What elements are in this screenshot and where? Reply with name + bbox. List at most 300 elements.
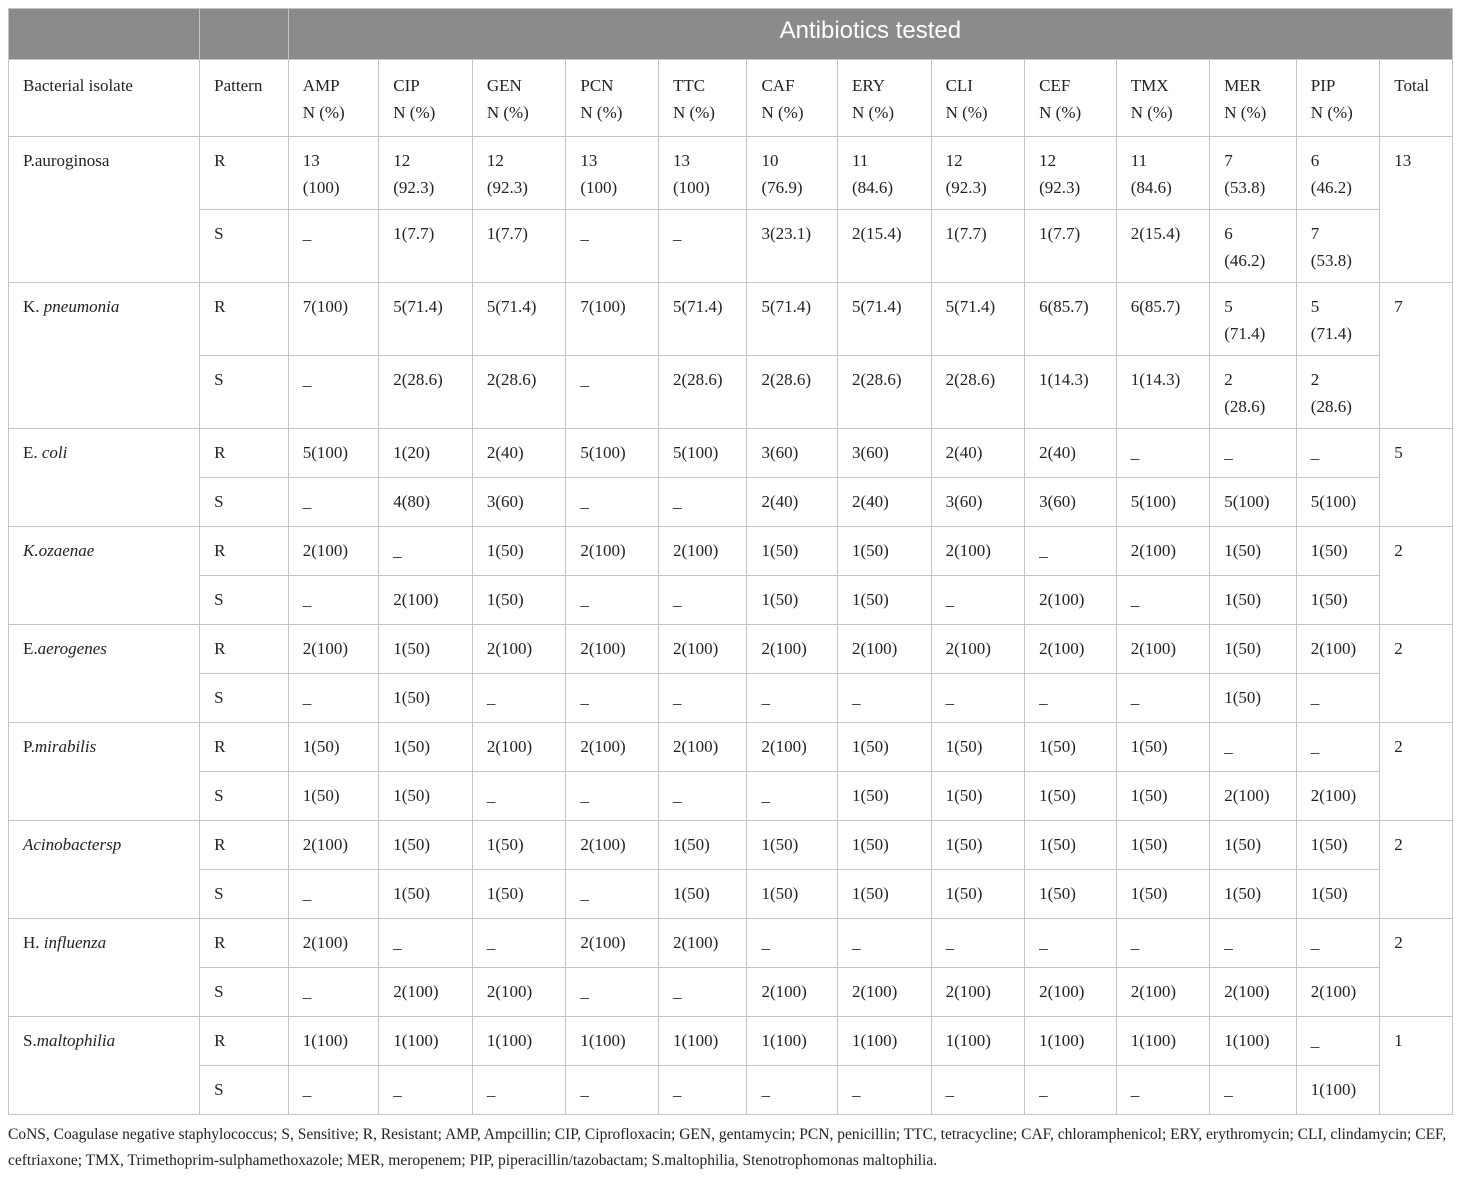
value-cell-cip [379,478,473,527]
value-cell-cef [1025,625,1117,674]
value-cell-cip [379,821,473,870]
value-cell-pcn [566,576,659,625]
value-cell-pcn [566,968,659,1017]
value-cell-tmx [1116,576,1210,625]
value-text: 1(50) [1224,884,1262,903]
value-cell-cip [379,723,473,772]
header-band [9,9,1453,60]
isolate-name-cell [9,919,200,1017]
value-cell-cef [1025,870,1117,919]
value-cell-gen [472,137,566,210]
value-text: _ [302,370,312,389]
value-text: 11 (84.6) [1130,151,1172,197]
value-cell-amp [288,821,379,870]
value-text: 1(50) [1224,541,1262,560]
value-text: 1(50) [945,786,983,805]
value-cell-pcn [566,870,659,919]
value-text: 12 (92.3) [1039,151,1081,197]
value-text: 7(100) [580,297,626,316]
value-text: _ [945,688,955,707]
value-cell-ery [838,576,932,625]
column-header-cip [379,60,473,137]
value-cell-caf [747,1017,838,1066]
value-text: 1(50) [761,835,799,854]
antibiotic-code: TTC [672,76,706,95]
value-text: _ [1039,1080,1048,1099]
isolate-name-part: H. [23,933,44,952]
value-cell-gen [472,210,566,283]
value-text: _ [672,1080,682,1099]
value-text: _ [852,933,861,952]
value-cell-cip [379,674,473,723]
value-cell-tmx [1116,625,1210,674]
value-cell-pcn [566,674,659,723]
value-cell-gen [472,576,566,625]
value-cell-cip [379,429,473,478]
value-cell-caf [747,283,838,356]
value-text: 5(71.4) [672,297,723,316]
column-header-tmx [1116,60,1210,137]
value-cell-gen [472,527,566,576]
value-text: 2(15.4) [852,224,902,243]
value-text: 1(50) [1310,884,1348,903]
value-cell-mer [1210,429,1297,478]
isolate-name-cell [9,429,200,527]
value-cell-cli [931,137,1025,210]
value-text: 2(40) [945,443,983,462]
value-cell-mer [1210,137,1297,210]
antibiotic-code: CAF [761,76,795,95]
value-cell-pcn [566,723,659,772]
table-body [9,137,1453,1115]
value-text: _ [672,982,682,1001]
value-cell-pcn [566,1017,659,1066]
value-cell-mer [1210,527,1297,576]
value-cell-cli [931,576,1025,625]
value-cell-pcn [566,429,659,478]
value-cell-ery [838,478,932,527]
table-row [9,919,1453,968]
value-cell-mer [1210,1066,1297,1115]
value-text: 1(100) [580,1031,626,1050]
value-cell-tmx [1116,356,1210,429]
isolate-name-part: pneumonia [43,297,120,316]
value-text: _ [580,688,589,707]
value-cell-cef [1025,1066,1117,1115]
value-cell-pcn [566,821,659,870]
value-cell-pip [1296,429,1380,478]
pattern-cell: R [200,723,289,772]
isolate-name-part: P. [23,737,35,756]
value-cell-cip [379,968,473,1017]
value-cell-cip [379,356,473,429]
value-cell-caf [747,137,838,210]
value-cell-pip [1296,527,1380,576]
value-text: 1(100) [302,1031,349,1050]
antibiotic-code: MER [1224,76,1262,95]
value-cell-mer [1210,1017,1297,1066]
value-cell-caf [747,429,838,478]
value-text: _ [1039,933,1048,952]
value-cell-tmx [1116,919,1210,968]
value-text: 1(50) [852,541,889,560]
value-text: 10 (76.9) [761,151,803,197]
value-cell-caf [747,576,838,625]
value-cell-amp [288,356,379,429]
value-text: 1(20) [393,443,431,462]
value-text: 1(50) [1224,590,1262,609]
value-text: 2(100) [486,982,533,1001]
value-cell-cip [379,527,473,576]
value-text: 2(100) [486,639,533,658]
total-cell: 2 [1380,723,1453,821]
value-text: _ [761,1080,770,1099]
value-cell-cef [1025,478,1117,527]
value-text: 2(40) [852,492,889,511]
value-text: 1(50) [672,884,710,903]
pattern-cell: S [200,576,289,625]
value-text: 1(50) [1310,590,1348,609]
value-text: 1(100) [1039,1031,1085,1050]
value-cell-cef [1025,821,1117,870]
value-cell-pip [1296,625,1380,674]
value-cell-ttc [658,356,747,429]
antibiotic-code: CEF [1039,76,1071,95]
value-cell-pcn [566,527,659,576]
value-cell-cip [379,919,473,968]
total-cell: 13 [1380,137,1453,283]
value-cell-cef [1025,772,1117,821]
value-text: _ [1039,688,1048,707]
column-header-caf [747,60,838,137]
header-band-blank [9,9,200,60]
value-cell-ery [838,968,932,1017]
value-text: _ [945,933,955,952]
value-text: _ [580,590,589,609]
value-text: _ [672,688,682,707]
value-cell-pcn [566,478,659,527]
value-text: 5(71.4) [945,297,996,316]
value-cell-pip [1296,772,1380,821]
value-text: 2(100) [852,639,898,658]
value-cell-gen [472,1017,566,1066]
value-cell-caf [747,210,838,283]
value-text: 12 (92.3) [945,151,987,197]
value-cell-tmx [1116,478,1210,527]
value-text: _ [1224,443,1233,462]
isolate-name-cell [9,527,200,625]
pattern-cell: R [200,625,289,674]
value-text: 1(50) [672,835,710,854]
value-cell-pip [1296,821,1380,870]
value-text: 2(28.6) [672,370,723,389]
value-text: 2(100) [672,737,719,756]
table-container [8,8,1453,1115]
column-header-cli [931,60,1025,137]
value-text: 2(100) [302,639,349,658]
value-text: 4(80) [393,492,431,511]
value-cell-mer [1210,283,1297,356]
value-cell-ery [838,821,932,870]
value-text: 2(100) [580,737,626,756]
value-text: 2(100) [672,541,719,560]
value-text: _ [945,1080,955,1099]
value-text: 3(60) [852,443,889,462]
value-cell-cli [931,527,1025,576]
value-text: _ [302,1080,312,1099]
value-text: 1(50) [1130,884,1168,903]
value-cell-tmx [1116,772,1210,821]
table-row [9,723,1453,772]
isolate-name-part: Acinobactersp [23,835,122,854]
pattern-cell: R [200,137,289,210]
value-text: 1(50) [1310,835,1348,854]
value-cell-cli [931,210,1025,283]
isolate-name-part: influenza [43,933,107,952]
value-cell-cef [1025,576,1117,625]
column-header-gen [472,60,566,137]
value-cell-cef [1025,356,1117,429]
column-header-row [9,60,1453,137]
value-text: 6 (46.2) [1224,224,1266,270]
value-text: 5(100) [580,443,626,462]
table-row [9,625,1453,674]
total-cell: 5 [1380,429,1453,527]
value-text: _ [302,982,312,1001]
antibiotic-code: PCN [580,76,614,95]
value-cell-cli [931,674,1025,723]
value-cell-ery [838,919,932,968]
value-text: 2(15.4) [1130,224,1181,243]
value-cell-amp [288,210,379,283]
value-cell-tmx [1116,210,1210,283]
value-text: 1(50) [1130,835,1168,854]
value-text: 7 (53.8) [1224,151,1266,197]
value-text: 1(100) [486,1031,533,1050]
table-row [9,429,1453,478]
value-cell-gen [472,968,566,1017]
value-cell-cip [379,870,473,919]
value-text: _ [486,786,496,805]
value-text: 6 (46.2) [1310,151,1352,197]
value-text: _ [1224,933,1233,952]
value-text: 1(100) [761,1031,807,1050]
value-text: 5(71.4) [761,297,812,316]
table-row [9,772,1453,821]
value-cell-amp [288,1017,379,1066]
table-row [9,527,1453,576]
value-cell-ttc [658,478,747,527]
value-text: 1(50) [393,786,431,805]
value-text: 5(71.4) [393,297,443,316]
value-text: 1(50) [1224,835,1262,854]
value-text: 1(50) [852,884,889,903]
value-cell-amp [288,527,379,576]
value-text: 2(100) [580,933,626,952]
value-text: 2(100) [1130,639,1177,658]
value-cell-ery [838,870,932,919]
value-text: _ [672,786,682,805]
antibiotic-unit: N (%) [852,103,895,122]
value-text: 2(100) [1039,982,1085,1001]
value-cell-ery [838,283,932,356]
isolate-name-cell [9,283,200,429]
pattern-cell: S [200,356,289,429]
value-text: 1(50) [945,884,983,903]
value-cell-cef [1025,210,1117,283]
value-text: 1(50) [1039,884,1076,903]
value-text: 5(100) [1224,492,1270,511]
value-text: 1(50) [1310,541,1348,560]
value-cell-gen [472,478,566,527]
value-cell-gen [472,1066,566,1115]
value-text: 1(50) [393,737,431,756]
antibiotic-code: GEN [486,76,522,95]
value-text: _ [852,688,861,707]
value-cell-caf [747,821,838,870]
value-text: 1(50) [1039,737,1076,756]
value-text: 3(60) [1039,492,1076,511]
value-text: 1(7.7) [486,224,528,243]
isolate-name-part: aerogenes [37,639,107,658]
value-cell-caf [747,723,838,772]
value-cell-caf [747,968,838,1017]
value-text: 5(100) [672,443,719,462]
value-text: _ [672,224,682,243]
value-text: 1(50) [1130,737,1168,756]
table-row [9,1017,1453,1066]
value-text: 2(100) [761,982,807,1001]
value-text: 5 (71.4) [1310,297,1352,343]
column-header-cef [1025,60,1117,137]
value-text: _ [1039,541,1048,560]
value-cell-gen [472,870,566,919]
value-cell-amp [288,1066,379,1115]
value-cell-amp [288,772,379,821]
value-text: 1(100) [393,1031,439,1050]
antibiotic-code: CIP [393,76,420,95]
isolate-name-part: mirabilis [34,737,97,756]
value-text: 7(100) [302,297,349,316]
value-text: _ [1130,443,1140,462]
value-text: 1(50) [761,541,799,560]
value-cell-amp [288,576,379,625]
value-text: 12 (92.3) [393,151,435,197]
value-text: 1(100) [1224,1031,1270,1050]
value-cell-ttc [658,870,747,919]
value-text: _ [580,492,589,511]
value-cell-tmx [1116,723,1210,772]
isolate-name-part: K. [23,297,44,316]
value-cell-cef [1025,527,1117,576]
value-cell-caf [747,772,838,821]
value-text: _ [302,688,312,707]
isolate-name-cell [9,1017,200,1115]
value-cell-amp [288,870,379,919]
table-row [9,356,1453,429]
table-row [9,283,1453,356]
value-text: 5(100) [1310,492,1357,511]
value-text: _ [1130,590,1140,609]
value-text: 5(71.4) [852,297,902,316]
antibiotic-unit: N (%) [1039,103,1082,122]
value-text: 2(100) [1310,639,1357,658]
value-cell-cef [1025,968,1117,1017]
value-cell-amp [288,137,379,210]
value-cell-pip [1296,576,1380,625]
value-text: 2(100) [393,982,439,1001]
table-row [9,968,1453,1017]
value-cell-cli [931,478,1025,527]
value-cell-caf [747,919,838,968]
value-text: _ [393,541,402,560]
value-text: 1(14.3) [1130,370,1181,389]
value-cell-ttc [658,625,747,674]
column-header-ery [838,60,932,137]
value-text: 1(50) [1224,639,1262,658]
value-cell-pcn [566,919,659,968]
value-text: 2(100) [1130,541,1177,560]
value-text: _ [672,492,682,511]
pattern-cell: S [200,968,289,1017]
value-cell-cli [931,429,1025,478]
value-text: _ [1130,1080,1140,1099]
isolate-name-cell [9,137,200,283]
value-cell-cef [1025,674,1117,723]
value-text: 1(50) [852,590,889,609]
pattern-cell: S [200,674,289,723]
value-text: _ [1310,443,1320,462]
value-text: _ [486,688,496,707]
value-cell-cli [931,919,1025,968]
value-cell-mer [1210,723,1297,772]
value-cell-cip [379,576,473,625]
total-cell: 2 [1380,821,1453,919]
column-header-amp [288,60,379,137]
value-text: 13 (100) [672,151,710,197]
value-cell-pcn [566,625,659,674]
value-cell-cli [931,870,1025,919]
value-cell-ttc [658,772,747,821]
value-cell-gen [472,674,566,723]
value-text: 1(50) [393,835,431,854]
value-cell-ttc [658,1066,747,1115]
value-text: 2(40) [486,443,524,462]
value-cell-mer [1210,674,1297,723]
value-text: 2(100) [1224,982,1270,1001]
value-text: 1(50) [761,590,799,609]
value-cell-caf [747,870,838,919]
value-text: _ [302,590,312,609]
value-cell-pip [1296,968,1380,1017]
table-row [9,210,1453,283]
column-header-pcn [566,60,659,137]
value-cell-caf [747,1066,838,1115]
value-text: 2(100) [1310,982,1357,1001]
isolate-name-part: auroginosa [34,151,110,170]
value-text: 2(28.6) [486,370,537,389]
value-text: 1(50) [393,688,431,707]
value-text: 2(100) [580,541,626,560]
value-cell-ery [838,1066,932,1115]
value-cell-tmx [1116,527,1210,576]
value-text: _ [1310,933,1320,952]
column-header-ttc [658,60,747,137]
value-text: 1(50) [852,835,889,854]
table-row [9,478,1453,527]
value-cell-gen [472,772,566,821]
value-cell-caf [747,356,838,429]
